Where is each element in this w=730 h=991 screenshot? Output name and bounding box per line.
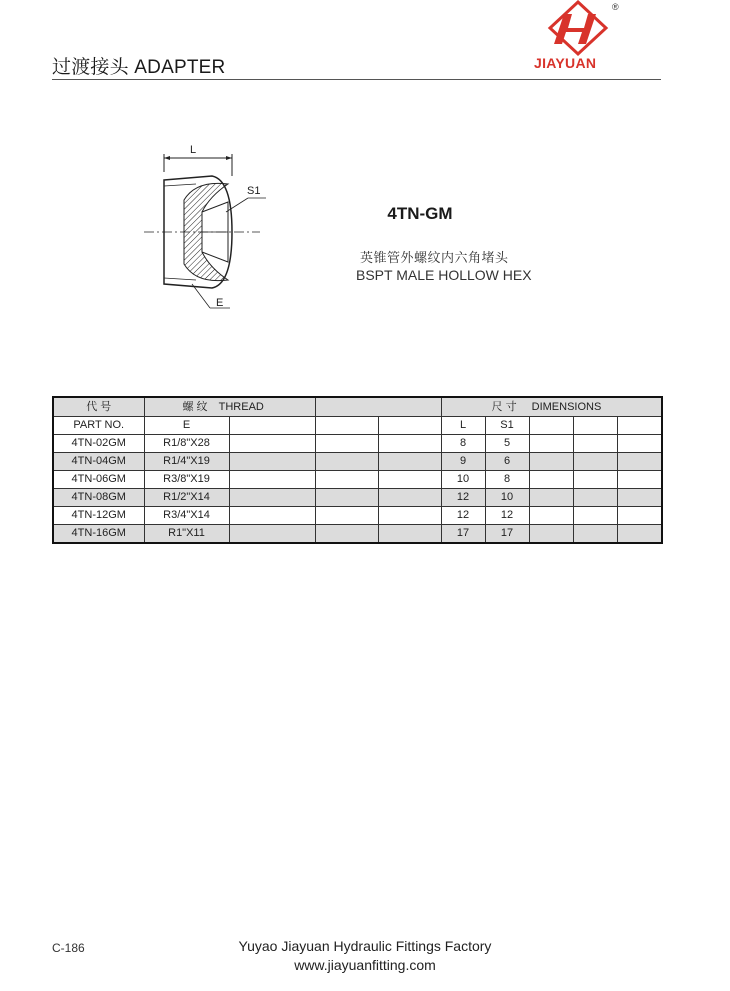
cell-s1: 12	[485, 507, 529, 525]
cell-e: R1/2"X14	[144, 489, 229, 507]
cell-l: 10	[441, 471, 485, 489]
group-header-code: 代 号	[53, 397, 144, 417]
cell-part: 4TN-02GM	[53, 435, 144, 453]
group-header-thread-en: THREAD	[218, 400, 264, 413]
cell-l: 8	[441, 435, 485, 453]
cell-l: 9	[441, 453, 485, 471]
cell-l: 12	[441, 489, 485, 507]
table-row	[53, 525, 662, 544]
group-header-dim-en: DIMENSIONS	[531, 400, 602, 413]
cell-s1: 8	[485, 471, 529, 489]
col-header-e: E	[144, 417, 229, 435]
col-header-part: PART NO.	[53, 417, 144, 435]
group-header-dimensions	[441, 397, 662, 417]
cell-part: 4TN-04GM	[53, 453, 144, 471]
col-header-l: L	[441, 417, 485, 435]
product-description-en: BSPT MALE HOLLOW HEX	[356, 267, 532, 283]
dim-label-l: L	[190, 144, 197, 156]
cell-s1: 5	[485, 435, 529, 453]
cell-l: 12	[441, 507, 485, 525]
table-row	[53, 435, 662, 453]
dim-label-e: E	[216, 297, 224, 309]
product-description-cn: 英锥管外螺纹内六角堵头	[360, 250, 509, 265]
registered-mark: ®	[612, 2, 619, 12]
cell-e: R1/4"X19	[144, 453, 229, 471]
cell-e: R3/4"X14	[144, 507, 229, 525]
group-header-thread	[144, 397, 315, 417]
cell-e: R1/8"X28	[144, 435, 229, 453]
page-title: 过渡接头 ADAPTER	[52, 57, 226, 78]
table-row	[53, 471, 662, 489]
cell-l: 17	[441, 525, 485, 544]
spec-table	[52, 396, 663, 544]
table-column-header	[53, 417, 662, 435]
cell-s1: 10	[485, 489, 529, 507]
cell-part: 4TN-08GM	[53, 489, 144, 507]
cell-part: 4TN-16GM	[53, 525, 144, 544]
cell-s1: 6	[485, 453, 529, 471]
cell-part: 4TN-12GM	[53, 507, 144, 525]
table-row	[53, 453, 662, 471]
cell-s1: 17	[485, 525, 529, 544]
cell-e: R3/8"X19	[144, 471, 229, 489]
product-model: 4TN-GM	[387, 204, 453, 223]
brand-name: JIAYUAN	[534, 55, 597, 71]
dim-label-s1: S1	[247, 185, 261, 197]
group-header-empty	[315, 397, 441, 417]
fitting-drawing	[140, 140, 300, 316]
col-header-s1: S1	[485, 417, 529, 435]
table-row	[53, 507, 662, 525]
footer-website: www.jiayuanfitting.com	[294, 957, 436, 973]
group-header-thread-cn: 螺 纹	[182, 400, 208, 413]
header-divider	[52, 79, 661, 80]
group-header-dim-cn: 尺 寸	[491, 400, 517, 413]
footer-company: Yuyao Jiayuan Hydraulic Fittings Factory	[238, 938, 492, 954]
cell-e: R1"X11	[144, 525, 229, 544]
cell-part: 4TN-06GM	[53, 471, 144, 489]
table-group-header	[53, 397, 662, 417]
page-number: C-186	[52, 941, 85, 955]
table-row	[53, 489, 662, 507]
